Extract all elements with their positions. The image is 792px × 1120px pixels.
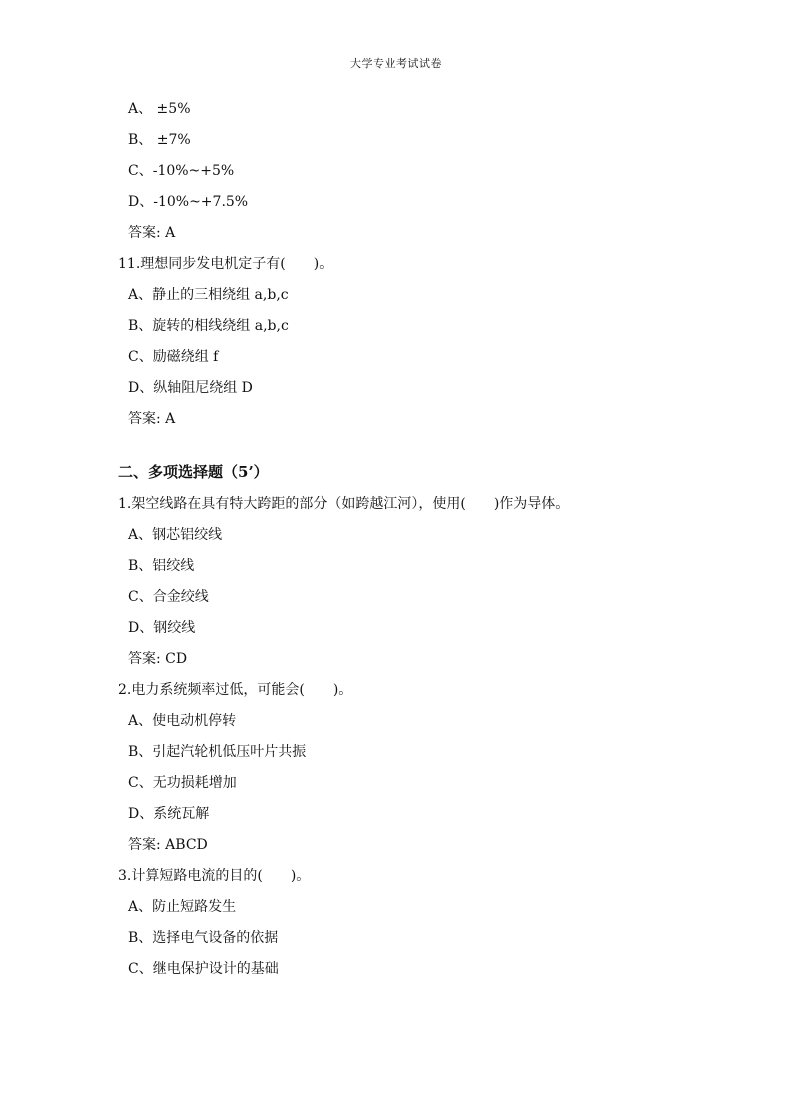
- question-text: 1.架空线路在具有特大跨距的部分（如跨越江河），使用( )作为导体。: [118, 496, 570, 512]
- option-b: B、选择电气设备的依据: [128, 930, 279, 946]
- answer: 答案: A: [128, 411, 176, 427]
- option-d: D、钢绞线: [128, 620, 196, 636]
- option-d: D、纵轴阻尼绕组 D: [128, 380, 253, 396]
- multi-question-1: [118, 489, 738, 675]
- option-a: A、静止的三相绕组 a,b,c: [128, 287, 289, 303]
- question-text: 11.理想同步发电机定子有( )。: [118, 256, 334, 272]
- answer: 答案: A: [128, 225, 176, 241]
- question-block-11: [118, 249, 738, 435]
- option-c: C、励磁绕组 f: [128, 349, 219, 365]
- question-block-10: [118, 94, 738, 249]
- option-c: C、无功损耗增加: [128, 775, 237, 791]
- answer: 答案: CD: [128, 651, 188, 667]
- question-text: 2.电力系统频率过低，可能会( )。: [118, 682, 353, 698]
- option-d: D、-10%~+7.5%: [128, 194, 249, 210]
- option-a: A、使电动机停转: [128, 713, 237, 729]
- answer: 答案: ABCD: [128, 837, 208, 853]
- section-title: 二、多项选择题（5’）: [118, 463, 269, 481]
- option-c: C、-10%~+5%: [128, 163, 235, 179]
- exam-content: [118, 94, 738, 985]
- option-b: B、 ±7%: [128, 132, 191, 148]
- multi-question-3: [118, 861, 738, 985]
- option-c: C、合金绞线: [128, 589, 209, 605]
- option-c: C、继电保护设计的基础: [128, 961, 279, 977]
- option-b: B、铝绞线: [128, 558, 195, 574]
- multi-question-2: [118, 675, 738, 861]
- question-text: 3.计算短路电流的目的( )。: [118, 868, 311, 884]
- option-d: D、系统瓦解: [128, 806, 210, 822]
- page-header: 大学专业考试试卷: [350, 57, 442, 70]
- option-b: B、引起汽轮机低压叶片共振: [128, 744, 307, 760]
- option-b: B、旋转的相线绕组 a,b,c: [128, 318, 289, 334]
- option-a: A、钢芯铝绞线: [128, 527, 223, 543]
- option-a: A、防止短路发生: [128, 899, 237, 915]
- option-a: A、 ±5%: [128, 101, 191, 117]
